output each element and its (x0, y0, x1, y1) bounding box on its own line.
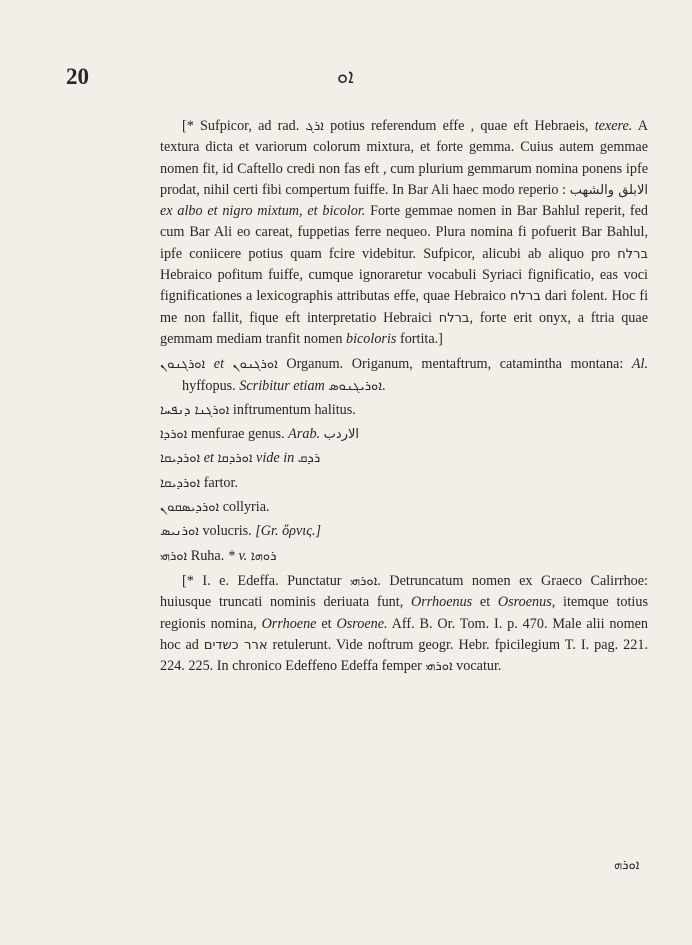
text: et (321, 615, 332, 632)
hebrew-word: ברלח (510, 289, 541, 305)
syriac-word: ܐܘܪܝܓܢܘܣ (328, 378, 382, 394)
italic-phrase: ex albo et nigro mixtum, et bicolor. (160, 203, 366, 220)
syriac-headword: ܐܘܪܓܢܐ ܕܢܦܚܐ (160, 402, 230, 418)
entry-vide (160, 448, 648, 469)
syriac-word: ܐܪܓ (305, 119, 324, 134)
page-body (160, 116, 648, 677)
italic-term: * v. (227, 547, 248, 564)
italic-term: Orrhoenus (410, 594, 473, 611)
syriac-headword: ܐܘܪܕܝܣܩܘܢ (160, 500, 220, 516)
definition: fartor. (203, 474, 238, 491)
hebrew-word: ברלח (438, 310, 470, 326)
italic-phrase: Scribitur etiam (239, 377, 325, 394)
italic-term: et (203, 450, 214, 467)
text: dari folent. Hoc fi me non fallit, fique eft interpretatio Hebraici (160, 288, 649, 326)
page-number: 20 (66, 64, 89, 89)
text: vocatur. (456, 658, 502, 675)
arabic-word: الاردب (323, 427, 359, 443)
note-paragraph-1 (160, 116, 648, 350)
entry-fartor (160, 473, 648, 494)
definition: menfurae genus. (190, 426, 285, 443)
text: potius referendum effe , quae eft Hebraeis, (330, 118, 589, 134)
italic-term: Osroenus, (497, 594, 556, 611)
italic-phrase: vide in (256, 450, 295, 467)
syriac-headword: ܐܘܪܗܝ (160, 548, 188, 564)
text: itemque totius regionis nomina, (160, 594, 648, 632)
text: retulerunt. Vide noftrum geogr. Hebr. fpicilegium T. I. pag. 221. 224. 225. In chronico Edeffeno Edeffa femper (160, 636, 648, 675)
definition: collyria. (222, 499, 270, 516)
running-head: ܐܘ (337, 66, 354, 88)
definition: inftrumentum halitus. (232, 401, 356, 418)
syriac-word: ܐܘܪܗܝ (350, 573, 378, 589)
entry-collyria (160, 497, 648, 518)
note-paragraph-2 (160, 571, 648, 677)
text: et (479, 594, 491, 611)
definition: hyffopus. (182, 377, 236, 394)
italic-term: Arab. (288, 426, 321, 443)
syriac-word: ܐܘܪܗܝ (425, 659, 453, 675)
italic-term: Osroene. (336, 615, 388, 632)
definition: volucris. (202, 523, 252, 540)
text: fortita.] (399, 330, 443, 347)
italic-term: texere. (594, 118, 633, 134)
text: [* Sufpicor, ad rad. (182, 118, 300, 134)
italic-term: Orrhoene (261, 615, 317, 632)
hebrew-word: ארר כשדים (203, 637, 268, 653)
entry-instrumentum (160, 400, 648, 421)
syriac-headword: ܐܘܪܕܝܩܐ (160, 475, 201, 491)
definition: Organum. Origanum, mentaftrum, catamintha montana: (286, 356, 624, 373)
text: . Detruncatum nomen ex Graeco Calirrhoe: huiusque truncati nominis deriuata funt, (160, 572, 649, 611)
syriac-word: ܪܘܗܐ (250, 548, 277, 564)
entry-ruha (160, 546, 648, 567)
syriac-headword: ܐܘܪܓܢܘܢ (160, 357, 206, 373)
arabic-word: الابلق والشهب (569, 182, 649, 198)
italic-term: Al. (631, 356, 649, 373)
syriac-word: ܪܕܩ (297, 451, 321, 467)
syriac-headword: ܐܘܪܕܐ (160, 427, 188, 443)
text: Aff. B. Or. Tom. I. p. 470. Male alii nomen hoc ad (160, 615, 648, 653)
text: Forte gemmae nomen in Bar Bahlul reperit, fed cum Bar Ali eo careat, fuppetias ferre nequeo. Plura nomina fi pofuerit Bar Bahlul, ipfe coniicere potius quam fcire videbitur. Sufpicor, alicubi ab aliquo pro (160, 203, 649, 262)
entry-mensura (160, 424, 648, 445)
italic-term: et (213, 356, 225, 373)
syriac-headword: ܐܘܪܢܝܣ (160, 524, 199, 540)
text: A textura dicta et variorum colorum mixtura, et forte gemma. Cuius autem gemmae nomen fit, id Caftello credi non fas eft , cum plurium gemmarum nomina ponens ipfe prodat, nihil certi fibi compertum fuiffe. In Bar Ali haec modo reperio : (160, 118, 649, 198)
italic-phrase: [Gr. ὄρνις.] (255, 523, 322, 540)
syriac-headword: ܐܘܪܕܩܐ (217, 451, 253, 467)
text: , forte erit onyx, a ftria quae gemmam mediam tranfit nomen (160, 309, 648, 347)
entry-organum: ܐܘܪܓܢܘܢ et ܐܘܪܓܢܘܢ Organum. Origanum, mentaftrum, catamintha montana: Al. hyffopus. Scribitur etiam ܐܘܪܝܓܢܘܣ. (160, 356, 649, 394)
text: Hebraico pofitum fuiffe, cumque ignoraretur vocabuli Syriaci fignificatio, eas voci fignificationes a lexicographis attributas effe, quae Hebraico (160, 267, 648, 305)
definition: Ruha. (190, 547, 225, 564)
hebrew-word: ברלח (617, 246, 648, 262)
text: [* I. e. Edeffa. Punctatur (182, 572, 342, 589)
italic-term: bicoloris (345, 330, 397, 347)
entry-volucris (160, 521, 648, 542)
catchword: ܐܘܪܗ (614, 858, 640, 873)
syriac-headword: ܐܘܪܕܝܩܐ (160, 451, 201, 467)
syriac-headword: ܐܘܪܓܢܘܢ (232, 357, 278, 373)
